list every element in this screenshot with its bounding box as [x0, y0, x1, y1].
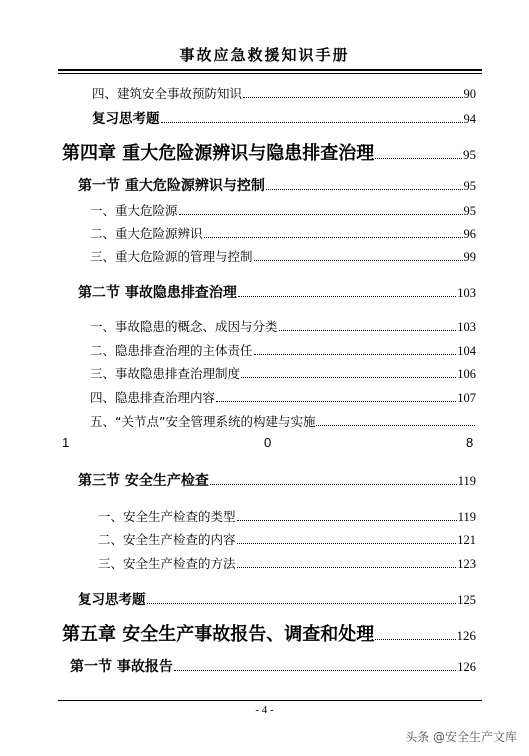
- toc-entry-text: 第五章 安全生产事故报告、调查和处理: [62, 624, 375, 645]
- toc-entry-page: 99: [463, 250, 476, 264]
- toc-leader: [241, 370, 456, 378]
- toc-entry-page: 95: [463, 204, 476, 218]
- toc-leader: [254, 347, 457, 355]
- toc-leader: [279, 323, 457, 331]
- toc-leader: [316, 418, 475, 426]
- toc-leader: [147, 596, 457, 604]
- toc-entry-page: 96: [463, 227, 476, 241]
- toc-section[interactable]: [78, 470, 476, 490]
- toc-section[interactable]: [70, 656, 476, 676]
- toc-entry-text: 复习思考题: [92, 111, 160, 127]
- toc-entry-page: 103: [457, 286, 476, 300]
- toc-leader: [161, 115, 463, 123]
- toc-entry[interactable]: [90, 341, 476, 359]
- toc-entry-page: 94: [463, 112, 476, 126]
- toc-entry-text: 三、事故隐患排查治理制度: [90, 366, 241, 381]
- toc-entry-page: 90: [463, 87, 476, 101]
- toc-entry-text: 二、隐患排查治理的主体责任: [90, 343, 253, 358]
- toc-chapter[interactable]: [62, 139, 476, 165]
- toc-entry[interactable]: [90, 412, 476, 430]
- toc-entry[interactable]: [90, 317, 476, 335]
- toc-entry-text: 第三节 安全生产检查: [78, 473, 209, 489]
- toc-entry[interactable]: [98, 507, 476, 525]
- toc-entry-text: 四、建筑安全事故预防知识: [92, 86, 243, 101]
- toc-entry-text: 第一节 重大危险源辨识与控制: [78, 178, 265, 194]
- toc-entry[interactable]: [90, 201, 476, 219]
- page-header-title: 事故应急救援知识手册: [179, 46, 350, 64]
- toc-entry[interactable]: [90, 247, 476, 265]
- toc-entry-page: 119: [457, 474, 476, 488]
- toc-entry-page: 103: [457, 320, 476, 334]
- toc-entry[interactable]: [90, 364, 476, 382]
- toc-entry-text: 二、重大危险源辨识: [90, 226, 203, 241]
- toc-entry-text: 三、重大危险源的管理与控制: [90, 249, 253, 264]
- toc-entry-text: 第一节 事故报告: [70, 659, 173, 675]
- toc-entry-page: 107: [457, 391, 476, 405]
- header-rule-thick: [58, 69, 482, 71]
- toc-entry-page: 125: [457, 593, 476, 607]
- toc-entry[interactable]: [90, 224, 476, 242]
- toc-chapter[interactable]: [62, 620, 476, 646]
- toc-leader: [237, 513, 457, 521]
- toc-entry-text: 一、重大危险源: [90, 203, 178, 218]
- toc-entry-page: 106: [457, 367, 476, 381]
- toc-leader: [375, 629, 455, 640]
- split-page-digit: 0: [264, 435, 272, 450]
- toc-entry-page: 121: [457, 533, 476, 547]
- toc-leader: [238, 288, 456, 297]
- toc-entry[interactable]: [78, 588, 476, 608]
- toc-section[interactable]: [78, 282, 476, 302]
- toc-entry[interactable]: [98, 530, 476, 548]
- toc-leader: [237, 536, 457, 544]
- toc-entry-page: 95: [463, 179, 476, 193]
- toc-leader: [266, 181, 463, 190]
- toc-leader: [216, 394, 456, 402]
- toc-entry-text: 三、安全生产检查的方法: [98, 556, 236, 571]
- toc-entry[interactable]: [90, 388, 476, 406]
- toc-leader: [174, 662, 456, 671]
- toc-entry-page: 126: [457, 660, 476, 674]
- toc-leader: [204, 230, 463, 238]
- toc-entry[interactable]: [92, 107, 476, 127]
- toc-entry[interactable]: [98, 554, 476, 572]
- watermark: 头条 @安全生产文库: [405, 730, 517, 744]
- toc-leader: [375, 148, 462, 159]
- toc-entry-page: 119: [457, 510, 476, 524]
- toc-entry-text: 复习思考题: [78, 592, 146, 608]
- toc-entry-text: 第四章 重大危险源辨识与隐患排查治理: [62, 143, 375, 164]
- toc-leader: [179, 207, 463, 215]
- toc-entry[interactable]: [92, 84, 476, 102]
- toc-entry-text: 五、“关节点”安全管理系统的构建与实施: [90, 414, 316, 429]
- header-rule-thin: [58, 73, 482, 74]
- toc-leader: [210, 476, 457, 485]
- toc-entry-page: 104: [457, 344, 476, 358]
- toc-entry-page: 95: [463, 147, 476, 162]
- toc-entry-text: 第二节 事故隐患排查治理: [78, 285, 237, 301]
- toc-entry-text: 一、事故隐患的概念、成因与分类: [90, 319, 278, 334]
- toc-leader: [254, 253, 463, 261]
- split-page-digit: 1: [62, 435, 70, 450]
- toc-entry-text: 二、安全生产检查的内容: [98, 532, 236, 547]
- footer-page-number: - 4 -: [255, 704, 274, 716]
- toc-entry-text: 一、安全生产检查的类型: [98, 509, 236, 524]
- toc-leader: [237, 560, 457, 568]
- split-page-digit: 8: [466, 435, 474, 450]
- toc-entry-text: 四、隐患排查治理内容: [90, 390, 216, 405]
- toc-leader: [243, 90, 462, 98]
- toc-section[interactable]: [78, 175, 476, 195]
- toc-entry-page: 123: [457, 557, 476, 571]
- toc-entry-page: 126: [456, 628, 476, 643]
- footer-rule: [58, 700, 482, 701]
